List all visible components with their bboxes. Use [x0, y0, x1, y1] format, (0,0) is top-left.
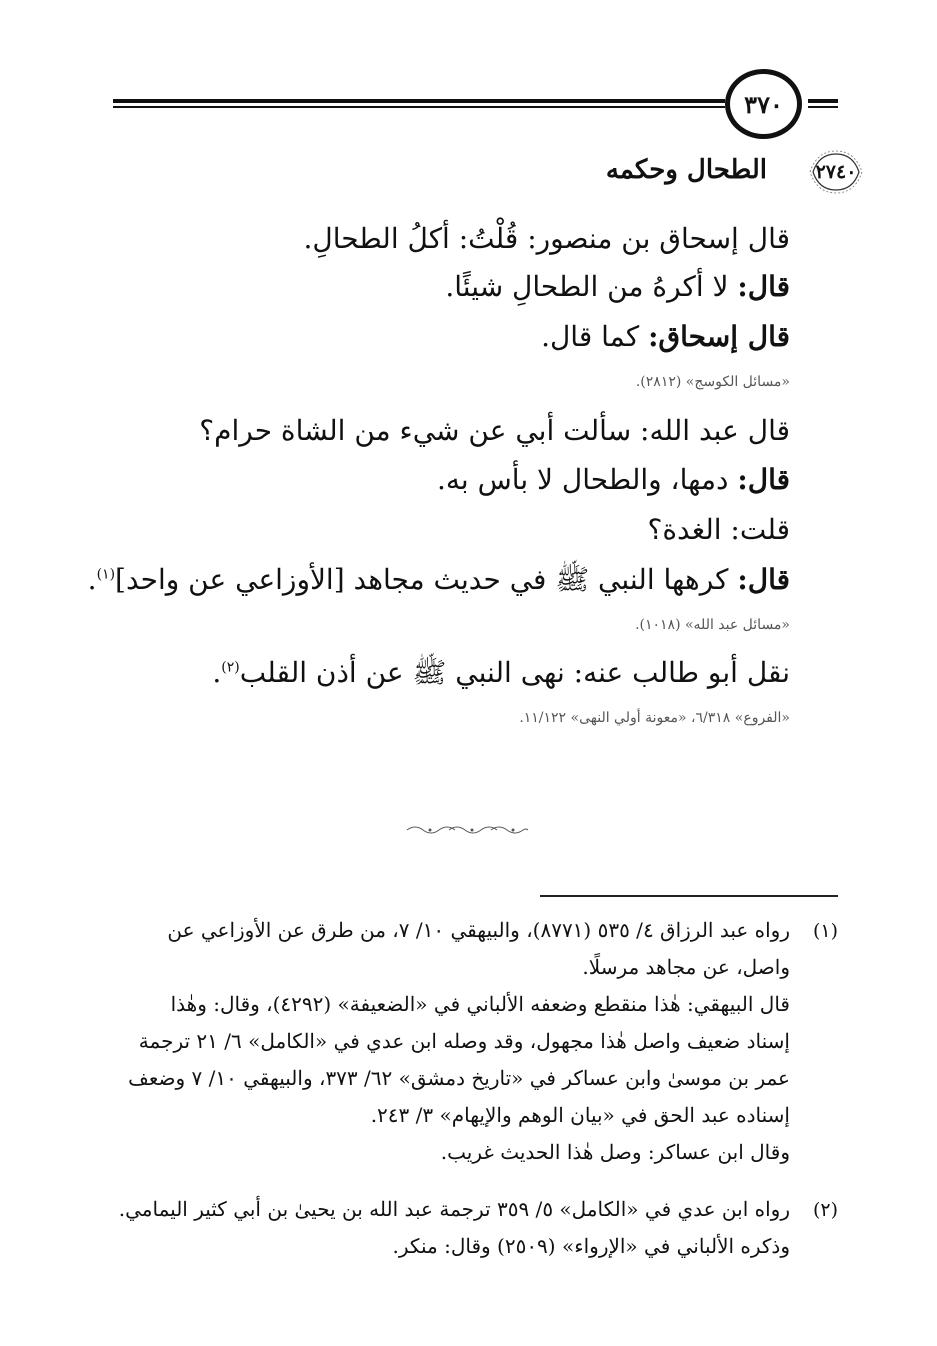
body-line: قلت: الغدة؟: [647, 513, 790, 546]
body-line: [212, 656, 790, 696]
entry-title: الطحال وحكمه: [605, 155, 767, 185]
entry-number: ٢٧٤٠: [815, 161, 857, 183]
header-rule-right-thin: [808, 106, 838, 108]
speaker-label: قال إسحاق:: [648, 320, 790, 353]
body-line: [541, 320, 790, 353]
footnote-marker[interactable]: (١): [96, 566, 116, 583]
source-citation: «مسائل عبد الله» (١٠١٨).: [635, 617, 790, 633]
footnote-line: وذكره الألباني في «الإرواء» (٢٥٠٩) وقال: منكر.: [392, 1234, 790, 1258]
body-line: [445, 270, 790, 303]
footnote-line: وقال ابن عساكر: وصل هٰذا الحديث غريب.: [440, 1140, 790, 1164]
source-citation: «الفروع» ٦/٣١٨، «معونة أولي النهى» ١١/١٢٢.: [519, 710, 790, 726]
body-text: .: [87, 563, 97, 596]
speaker-label: قال:: [737, 463, 790, 496]
footnote-line: عمر بن موسىٰ وابن عساكر في «تاريخ دمشق» ٦٢/ ٣٧٣، والبيهقي ١٠/ ٧ وضعف: [128, 1066, 790, 1090]
body-line: قال عبد الله: سألت أبي عن شيء من الشاة حرام؟: [199, 414, 790, 447]
footnote-line: إسناده عبد الحق في «بيان الوهم والإيهام» ٣/ ٢٤٣.: [370, 1103, 790, 1127]
speaker-label: قال:: [737, 270, 790, 303]
source-citation: «مسائل الكوسج» (٢٨١٢).: [635, 374, 790, 390]
body-text: كما قال.: [541, 320, 649, 353]
footnote-line: إسناد ضعيف واصل هٰذا مجهول، وقد وصله ابن عدي في «الكامل» ٦/ ٢١ ترجمة: [138, 1029, 790, 1053]
footnote-line: رواه ابن عدي في «الكامل» ٥/ ٣٥٩ ترجمة عبد الله بن يحيىٰ بن أبي كثير اليمامي.: [118, 1197, 790, 1221]
footnote-number: (١): [812, 920, 838, 942]
footnote-line: رواه عبد الرزاق ٤/ ٥٣٥ (٨٧٧١)، والبيهقي ١٠/ ٧، من طرق عن الأوزاعي عن: [167, 918, 790, 942]
footnote-rule: [540, 895, 838, 897]
divider-ornament-icon: [405, 824, 530, 836]
body-line: [88, 563, 790, 603]
header-rule: [113, 99, 725, 103]
body-text: دمها، والطحال لا بأس به.: [437, 463, 738, 496]
body-text: لا أكرهُ من الطحالِ شيئًا.: [445, 270, 738, 303]
footnote-line: واصل، عن مجاهد مرسلًا.: [582, 955, 790, 979]
page-number: ٣٧٠: [725, 69, 802, 139]
speaker-label: قال:: [737, 563, 790, 596]
body-text: نقل أبو طالب عنه: نهى النبي ﷺ عن أذن القلب: [239, 656, 790, 689]
body-line: [437, 463, 790, 496]
footnote-number: (٢): [812, 1199, 838, 1221]
header-rule-right: [808, 99, 838, 103]
body-text: .: [212, 656, 222, 689]
body-line: قال إسحاق بن منصور: قُلْتُ: أكلُ الطحالِ.: [303, 222, 790, 255]
body-text: كرهها النبي ﷺ في حديث مجاهد [الأوزاعي عن واحد]: [115, 563, 738, 596]
header-rule-thin: [113, 106, 725, 108]
footnote-line: قال البيهقي: هٰذا منقطع وضعفه الألباني في «الضعيفة» (٤٢٩٢)، وقال: وهٰذا: [170, 992, 790, 1016]
footnote-marker[interactable]: (٢): [221, 659, 240, 676]
